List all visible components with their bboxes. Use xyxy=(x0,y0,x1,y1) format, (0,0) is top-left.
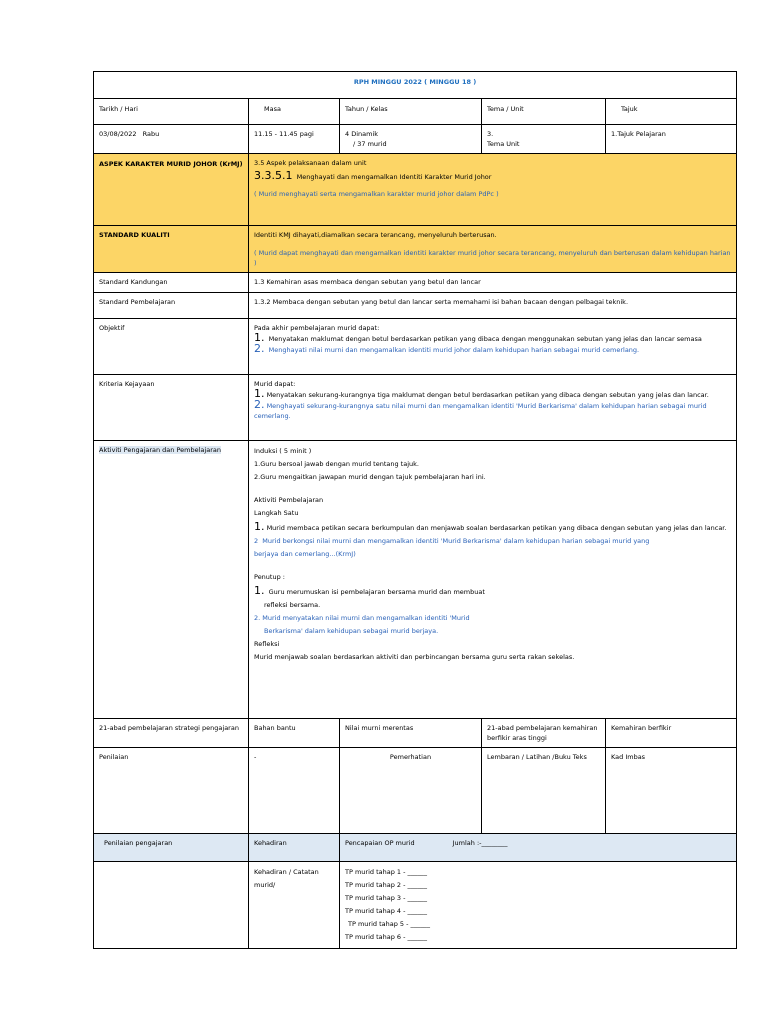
title-row xyxy=(94,72,737,99)
bbm-c2: Pemerhatian xyxy=(340,748,482,834)
sk-label: Standard Kandungan xyxy=(94,273,249,293)
standard-row xyxy=(94,226,737,273)
lesson-plan-table xyxy=(93,71,737,949)
refleksi-c1: Kehadiran xyxy=(249,834,340,862)
header-date: Tarikh / Hari xyxy=(94,99,249,125)
refleksi-label: Penilaian pengajaran xyxy=(94,834,249,862)
standard-content: Identiti KMJ dihayati,diamalkan secara terancang, menyeluruh berterusan. ( Murid dapat menghayati dan mengamalkan identiti karakter murid johor secara terancang, menyeluruh dan berterusan dalam kehidupan harian ) xyxy=(249,226,737,273)
kriteria-row xyxy=(94,375,737,441)
objektif-label: Objektif xyxy=(94,319,249,375)
header-class: Tahun / Kelas xyxy=(340,99,482,125)
refleksi-row xyxy=(94,834,737,862)
aspek-label: ASPEK KARAKTER MURID JOHOR (KrMJ) xyxy=(94,154,249,226)
kriteria-content: Murid dapat: 1. Menyatakan sekurang-kurangnya tiga maklumat dengan betul berdasarkan petikan yang dibaca dengan sebutan yang jelas dan lancar. 2. Menghayati sekurang-kurangnya satu nilai murni dan mengamalkan identiti 'Murid Berkarisma' dalam kehidupan harian sebagai murid cemerlang. xyxy=(249,375,737,441)
kemahiran-c2: Nilai murni merentas xyxy=(340,719,482,748)
bbm-c1: - xyxy=(249,748,340,834)
header-topic: Tajuk xyxy=(606,99,737,125)
aspek-row xyxy=(94,154,737,226)
sp-value: 1.3.2 Membaca dengan sebutan yang betul dan lancar serta memahami isi bahan bacaan dengan pelbagai teknik. xyxy=(249,293,737,319)
bbm-label: Penilaian xyxy=(94,748,249,834)
info-theme: 3. Tema Unit xyxy=(482,125,606,154)
aspek-content: 3.5 Aspek pelaksanaan dalam unit 3.3.5.1 Menghayati dan mengamalkan Identiti Karakter Murid Johor ( Murid menghayati serta mengamalkan karakter murid johor dalam PdPc ) xyxy=(249,154,737,226)
header-row xyxy=(94,99,737,125)
info-time: 11.15 - 11.45 pagi xyxy=(249,125,340,154)
sk-row xyxy=(94,273,737,293)
aktiviti-content: Induksi ( 5 minit ) 1.Guru bersoal jawab dengan murid tentang tajuk. 2.Guru mengaitkan jawapan murid dengan tajuk pembelajaran hari ini. Aktiviti Pembelajaran Langkah Satu 1. Murid membaca petikan secara berkumpulan dan menjawab soalan berdasarkan petikan yang dibaca dengan sebutan yang jelas dan lancar. 2 Murid berkongsi nilai murni dan mengamalkan identiti 'Murid Berkarisma' dalam kehidupan harian sebagai murid yang berjaya dan cemerlang...(KrmJ) Penutup : 1. Guru merumuskan isi pembelajaran bersama murid dan membuat refleksi bersama. 2. Murid menyatakan nilai murni dan mengamalkan identiti 'Murid Berkarisma' dalam kehidupan sebagai murid berjaya. Refleksi Murid menjawab soalan berdasarkan aktiviti dan perbincangan bersama guru serta rakan sekelas. xyxy=(249,441,737,719)
kemahiran-c1: Bahan bantu xyxy=(249,719,340,748)
objektif-row xyxy=(94,319,737,375)
kemahiran-c3: 21-abad pembelajaran kemahiran berfikir aras tinggi xyxy=(482,719,606,748)
sp-label: Standard Pembelajaran xyxy=(94,293,249,319)
standard-label: STANDARD KUALITI xyxy=(94,226,249,273)
refleksi-c2: Pencapaian OP murid Jumlah :-________ xyxy=(340,834,737,862)
sp-row xyxy=(94,293,737,319)
kemahiran-row xyxy=(94,719,737,748)
tahap-empty xyxy=(94,862,249,949)
info-row xyxy=(94,125,737,154)
kemahiran-c4: Kemahiran berfikir xyxy=(606,719,737,748)
info-class: 4 Dinamik / 37 murid xyxy=(340,125,482,154)
objektif-content: Pada akhir pembelajaran murid dapat: 1. Menyatakan maklumat dengan betul berdasarkan petikan yang dibaca dengan menggunakan sebutan yang jelas dan lancar semasa 2. Menghayati nilai murni dan mengamalkan identiti murid johor dalam kehidupan harian sebagai murid cemerlang. xyxy=(249,319,737,375)
aktiviti-label: Aktiviti Pengajaran dan Pembelajaran xyxy=(94,441,249,719)
plan-title: RPH MINGGU 2022 ( MINGGU 18 ) xyxy=(94,72,737,99)
bbm-c3: Lembaran / Latihan /Buku Teks xyxy=(482,748,606,834)
kriteria-label: Kriteria Kejayaan xyxy=(94,375,249,441)
lesson-plan xyxy=(93,71,736,949)
bbm-c4: Kad Imbas xyxy=(606,748,737,834)
header-theme: Tema / Unit xyxy=(482,99,606,125)
info-topic: 1.Tajuk Pelajaran xyxy=(606,125,737,154)
tahap-c1: Kehadiran / Catatan murid/ xyxy=(249,862,340,949)
info-date: 03/08/2022 Rabu xyxy=(94,125,249,154)
sk-value: 1.3 Kemahiran asas membaca dengan sebutan yang betul dan lancar xyxy=(249,273,737,293)
bbm-row xyxy=(94,748,737,834)
tahap-row xyxy=(94,862,737,949)
header-time: Masa xyxy=(249,99,340,125)
aktiviti-row xyxy=(94,441,737,719)
tahap-list: TP murid tahap 1 - ______ TP murid tahap 2 - ______ TP murid tahap 3 - ______ TP murid tahap 4 - ______ TP murid tahap 5 - ______ TP murid tahap 6 - ______ xyxy=(340,862,737,949)
kemahiran-label: 21-abad pembelajaran strategi pengajaran xyxy=(94,719,249,748)
